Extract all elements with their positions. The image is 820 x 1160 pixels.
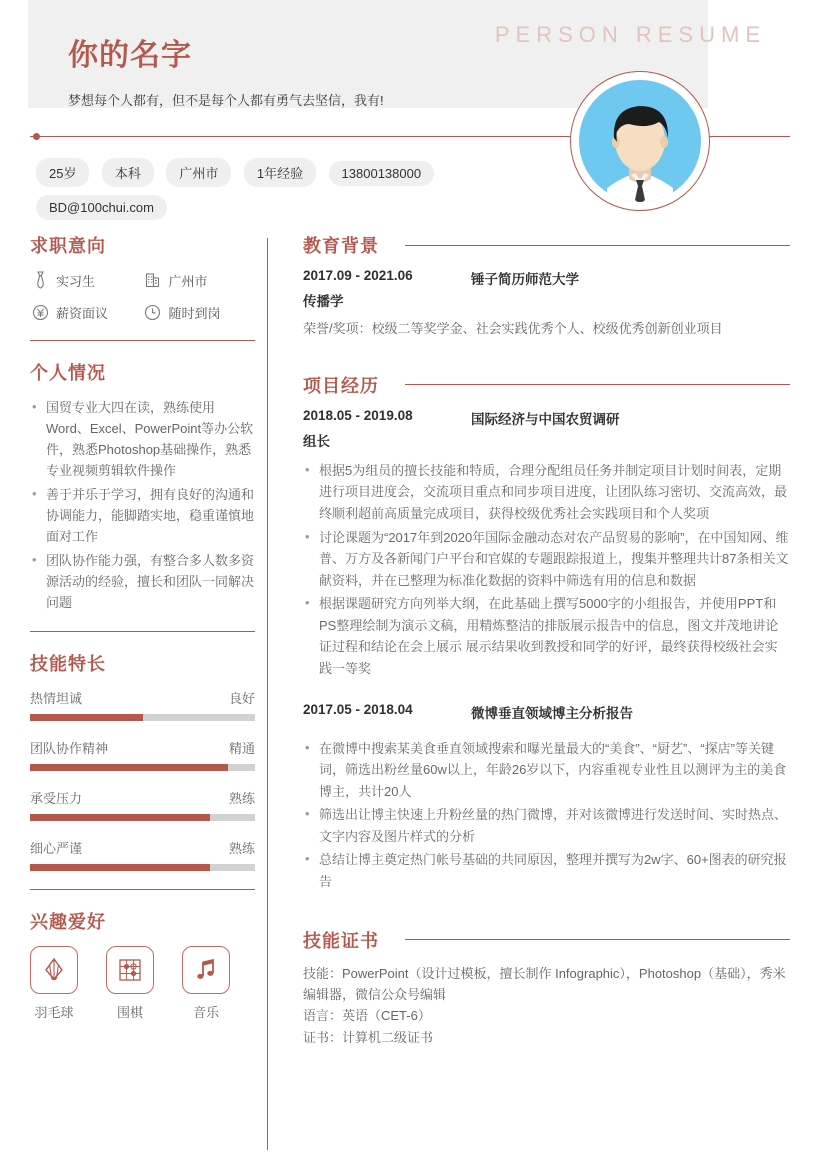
hobby-item [182,946,230,1021]
project-name: 国际经济与中国农贸调研 [471,411,620,427]
section-separator [30,631,255,632]
project-date: 2017.05 - 2018.04 [303,701,413,717]
avatar-illustration [579,80,701,202]
section-separator [30,340,255,341]
intent-label: 随时到岗 [168,305,221,321]
section-title: 技能特长 [30,654,106,675]
info-tag: 1年经验 [244,158,316,187]
section-header-rule [405,245,790,246]
header-divider-dot [33,133,40,140]
certificate-lines [303,963,790,1048]
skill-item [30,788,255,821]
skill-bar [30,814,255,821]
section-certificates [303,927,790,1048]
skill-name: 热情坦诚 [30,691,83,707]
info-tag: 本科 [102,158,154,187]
info-tag: 25岁 [36,158,89,187]
section-title: 个人情况 [30,363,106,383]
skill-item [30,838,255,871]
badminton-icon [30,946,78,994]
skill-level: 熟练 [228,841,255,857]
skill-level: 良好 [228,691,255,707]
info-tag-email: BD@100chui.com [36,195,167,220]
personal-situation-list [30,397,255,613]
project-entry [303,702,790,893]
certificate-line: 证书：计算机二级证书 [303,1029,434,1045]
education-date: 2017.09 - 2021.06 [303,268,413,283]
job-intent-grid [30,270,255,322]
section-header [303,927,790,953]
education-entry [303,268,790,340]
watermark-title: PERSON RESUME [494,22,766,47]
section-separator [30,889,255,890]
candidate-slogan: 梦想每个人都有，但不是每个人都有勇气去坚信，我有! [68,93,384,108]
music-note-icon [182,946,230,994]
project-date: 2018.05 - 2019.08 [303,407,413,423]
building-icon [143,270,163,290]
candidate-name: 你的名字 [68,39,192,72]
hobby-label: 音乐 [192,1005,219,1021]
section-skills [30,650,255,871]
skill-bar-fill [30,864,210,871]
skill-bar-fill [30,814,210,821]
section-title: 项目经历 [303,375,379,396]
section-header [303,372,790,398]
hobby-item [30,946,78,1021]
project-role: 组长 [303,433,330,449]
hobby-label: 围棋 [116,1005,143,1021]
section-personal-situation [30,359,255,613]
info-tag: 13800138000 [329,161,435,186]
intent-label: 广州市 [168,273,208,289]
list-item: • 总结让博主奠定热门帐号基础的共同原因，整理并撰写为2w字、60+图表的研究报告 [303,849,790,892]
skill-bar [30,864,255,871]
section-title: 教育背景 [303,236,379,256]
list-item: • 根据5为组员的擅长技能和特质，合理分配组员任务并制定项目计划时间表，定期进行项目进度会，交流项目重点和同步项目进度，让团队练习密切、交流高效，最终顺利超前高质量完成项目，获得校级优秀社会实践项目和个人奖项 [303,460,790,525]
section-header-rule [405,939,790,940]
hobby-label: 羽毛球 [34,1005,74,1021]
go-board-icon [106,946,154,994]
section-title: 求职意向 [30,236,106,256]
certificate-line: 技能：PowerPoint（设计过模板，擅长制作 Infographic），Photoshop（基础），秀米编辑器，微信公众号编辑 [303,965,786,1002]
education-honors: 荣誉/奖项：校级二等奖学金、社会实践优秀个人、校级优秀创新创业项目 [303,321,723,336]
section-header [303,232,790,258]
project-bullet-list [303,460,790,680]
list-item: • 善于并乐于学习，拥有良好的沟通和协调能力，能脚踏实地，稳重谨慎地面对工作 [30,484,255,547]
certificate-line: 语言：英语（CET-6） [303,1008,431,1024]
intent-item-availability [143,302,256,322]
resume-header [0,0,820,230]
skill-bar-fill [30,714,143,721]
skill-name: 承受压力 [30,791,83,807]
skill-level: 精通 [228,741,255,757]
intent-label: 实习生 [56,273,96,289]
skill-bar [30,714,255,721]
section-education [303,232,790,340]
hobby-list [30,946,255,1021]
avatar-person-icon [579,80,701,202]
section-job-intent [30,232,255,322]
list-item: • 国贸专业大四在读，熟练使用Word、Excel、PowerPoint等办公软件，熟悉Photoshop基础操作，熟悉专业视频剪辑软件操作 [30,397,255,481]
column-divider [267,238,268,1150]
sidebar-column [30,232,255,1021]
skill-item [30,688,255,721]
info-tag-list [36,158,556,228]
skill-item [30,738,255,771]
skill-level: 熟练 [228,791,255,807]
list-item: • 在微博中搜索某美食垂直领域搜索和曝光量最大的“美食”、“厨艺”、“探店”等关键词，筛选出粉丝量60w以上，年龄26岁以下，内容重视专业性且以测评为主的美食博主，共计20人 [303,738,790,803]
list-item: • 根据课题研究方向列举大纲，在此基础上撰写5000字的小组报告，并使用PPT和PS整理绘制为演示文稿，用精炼整洁的排版展示报告中的信息，图文并茂地讲论证过程和结论在会上展示 展示结果收到教授和同学的好评，最终获得校级社会实践一等奖 [303,593,790,679]
skill-bar-fill [30,764,228,771]
intent-label: 薪资面议 [56,305,109,321]
list-item: • 讨论课题为“2017年到2020年国际金融动态对农产品贸易的影响”，在中国知网、维普、万方及各新闻门户平台和官媒的专题跟踪报道上，搜集并整理共计87条相关文献资料，并在已整理为标准化数据的资料中筛选有用的信息和数据 [303,527,790,592]
education-major: 传播学 [303,294,344,309]
project-bullet-list [303,738,790,893]
section-header-rule [405,384,790,385]
project-name: 微博垂直领域博主分析报告 [471,705,633,721]
section-hobbies [30,908,255,1021]
project-entry [303,408,790,680]
section-projects [303,372,790,893]
intent-item-position [30,270,143,290]
main-column [303,232,790,1048]
list-item: • 筛选出让博主快速上升粉丝量的热门微博，并对该微博进行发送时间、实时热点、文字内容及图片样式的分析 [303,804,790,847]
hobby-item [106,946,154,1021]
section-title: 兴趣爱好 [30,912,106,933]
section-title: 技能证书 [303,930,379,951]
yen-circle-icon [30,302,50,322]
avatar [570,71,710,211]
intent-item-salary [30,302,143,322]
info-tag: 广州市 [166,158,231,187]
skill-bar [30,764,255,771]
intent-item-city [143,270,256,290]
skill-name: 团队协作精神 [30,741,109,757]
clock-icon [143,302,163,322]
tie-icon [30,270,50,290]
education-school: 锤子简历师范大学 [471,272,579,287]
list-item: • 团队协作能力强，有整合多人数多资源活动的经验，擅长和团队一同解决问题 [30,550,255,613]
skill-name: 细心严谨 [30,841,83,857]
